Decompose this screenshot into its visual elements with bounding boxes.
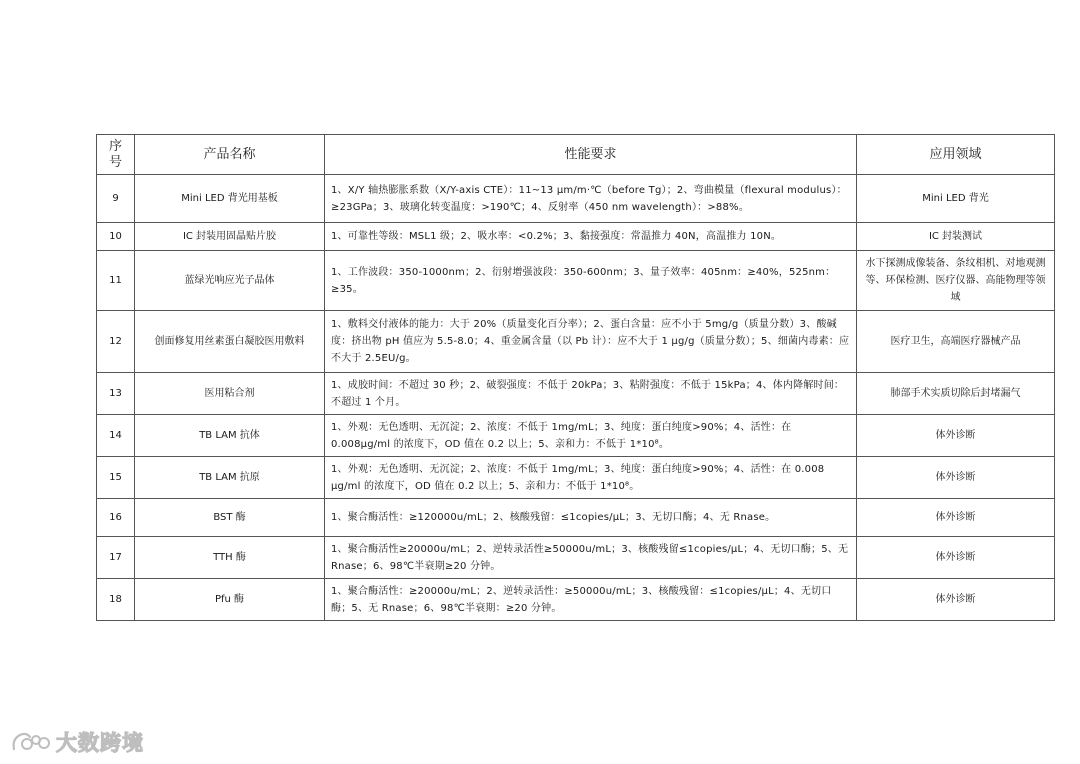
cell-num: 14 [97,415,135,457]
cell-num: 15 [97,457,135,499]
table-row [97,311,1055,373]
header-requirements: 性能要求 [325,135,857,175]
cell-num: 12 [97,311,135,373]
cell-requirements: 1、外观：无色透明、无沉淀；2、浓度：不低于 1mg/mL；3、纯度：蛋白纯度>90%；4、活性：在 0.008μg/ml 的浓度下，OD 值在 0.2 以上；5、亲和力：不低于 1*10⁸。 [325,415,857,457]
cell-product-name: 创面修复用丝素蛋白凝胶医用敷料 [135,311,325,373]
cell-application: 体外诊断 [857,457,1055,499]
cell-product-name: Mini LED 背光用基板 [135,175,325,223]
table-row [97,537,1055,579]
cell-requirements: 1、敷料交付液体的能力：大于 20%（质量变化百分率）；2、蛋白含量：应不小于 5mg/g（质量分数）3、酸碱度：挤出物 pH 值应为 5.5-8.0；4、重金属含量（以 Pb 计）：应不大于 1 μg/g（质量分数）；5、细菌内毒素：应不大于 2.5EU/g。 [325,311,857,373]
cell-application: 体外诊断 [857,415,1055,457]
cell-requirements: 1、可靠性等级：MSL1 级；2、吸水率：<0.2%；3、黏接强度：常温推力 40N，高温推力 10N。 [325,223,857,251]
cell-product-name: IC 封装用固晶贴片胶 [135,223,325,251]
cell-product-name: TTH 酶 [135,537,325,579]
watermark [10,727,144,757]
cell-application: 医疗卫生，高端医疗器械产品 [857,311,1055,373]
cell-num: 11 [97,251,135,311]
header-application: 应用领域 [857,135,1055,175]
header-product-name: 产品名称 [135,135,325,175]
header-num: 序号 [97,135,135,175]
cell-requirements: 1、成胶时间：不超过 30 秒；2、破裂强度：不低于 20kPa；3、粘附强度：不低于 15kPa；4、体内降解时间：不超过 1 个月。 [325,373,857,415]
cell-application: 体外诊断 [857,579,1055,621]
table-row [97,175,1055,223]
cell-num: 9 [97,175,135,223]
cell-product-name: 医用粘合剂 [135,373,325,415]
cell-requirements: 1、工作波段：350-1000nm；2、衍射增强波段：350-600nm；3、量子效率：405nm：≥40%，525nm：≥35。 [325,251,857,311]
cell-num: 18 [97,579,135,621]
cell-requirements: 1、外观：无色透明、无沉淀；2、浓度：不低于 1mg/mL；3、纯度：蛋白纯度>90%；4、活性：在 0.008 μg/ml 的浓度下，OD 值在 0.2 以上；5、亲和力：不低于 1*10⁸。 [325,457,857,499]
table-row [97,251,1055,311]
table-row [97,415,1055,457]
cell-num: 17 [97,537,135,579]
cell-requirements: 1、X/Y 轴热膨胀系数（X/Y-axis CTE）：11~13 μm/m·℃（before Tg）；2、弯曲模量（flexural modulus）：≥23GPa；3、玻璃化转变温度：>190℃；4、反射率（450 nm wavelength）：>88%。 [325,175,857,223]
cell-application: 水下探测成像装备、条纹相机、对地观测等、环保检测、医疗仪器、高能物理等领域 [857,251,1055,311]
table-header-row [97,135,1055,175]
cell-application: 体外诊断 [857,537,1055,579]
cell-product-name: 蓝绿光响应光子晶体 [135,251,325,311]
table-row [97,223,1055,251]
cell-product-name: TB LAM 抗体 [135,415,325,457]
table-row [97,579,1055,621]
cell-num: 13 [97,373,135,415]
product-spec-table [96,134,1055,621]
watermark-logo-icon [10,729,52,755]
cell-application: Mini LED 背光 [857,175,1055,223]
watermark-text: 大数跨境 [56,731,144,755]
cell-requirements: 1、聚合酶活性：≥20000u/mL；2、逆转录活性：≥50000u/mL；3、核酸残留：≤1copies/μL；4、无切口酶；5、无 Rnase；6、98℃半衰期：≥20 分钟。 [325,579,857,621]
cell-requirements: 1、聚合酶活性：≥120000u/mL；2、核酸残留：≤1copies/μL；3、无切口酶；4、无 Rnase。 [325,499,857,537]
table-row [97,457,1055,499]
table-row [97,499,1055,537]
cell-num: 10 [97,223,135,251]
cell-application: IC 封装测试 [857,223,1055,251]
cell-num: 16 [97,499,135,537]
cell-application: 体外诊断 [857,499,1055,537]
cell-product-name: TB LAM 抗原 [135,457,325,499]
cell-product-name: BST 酶 [135,499,325,537]
table-row [97,373,1055,415]
cell-requirements: 1、聚合酶活性≥20000u/mL；2、逆转录活性≥50000u/mL；3、核酸残留≤1copies/μL；4、无切口酶；5、无 Rnase；6、98℃半衰期≥20 分钟。 [325,537,857,579]
cell-application: 肺部手术实质切除后封堵漏气 [857,373,1055,415]
cell-product-name: Pfu 酶 [135,579,325,621]
